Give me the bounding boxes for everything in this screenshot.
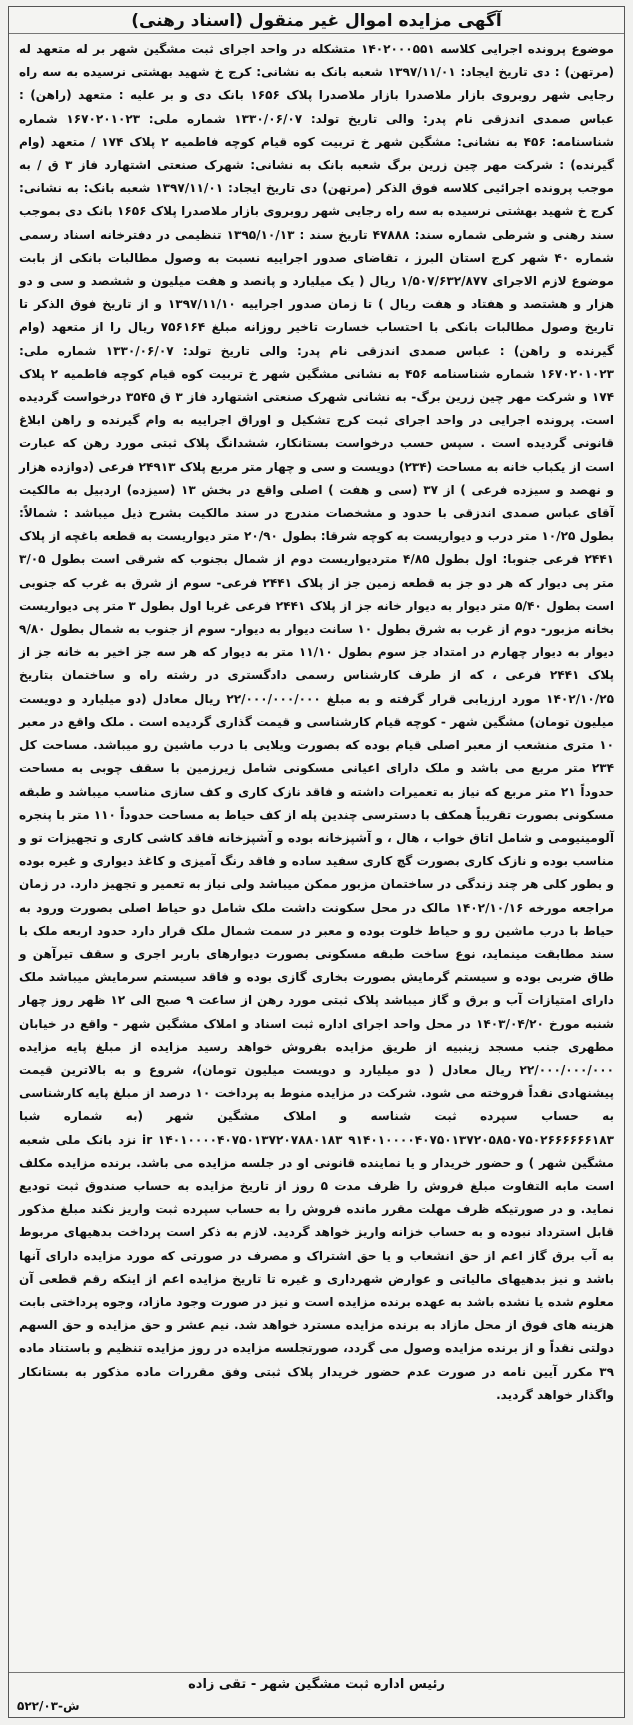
notice-title: آگهی مزایده اموال غیر منقول (اسناد رهنی) <box>9 7 624 34</box>
signature-line: رئیس اداره ثبت مشگین شهر - تقی زاده <box>188 1677 445 1692</box>
notice-footer <box>9 1672 624 1717</box>
notice-body <box>9 34 624 1407</box>
auction-notice <box>8 6 625 1718</box>
notice-paragraph: موضوع پرونده اجرایی کلاسه ۱۴۰۲۰۰۰۵۵۱ متشکله در واحد اجرای ثبت مشگین شهر بر له متعهد له (مرتهن) : دی تاریخ ایجاد: ۱۳۹۷/۱۱/۰۱ شعبه بانک به نشانی: کرج خ شهید بهشتی نرسیده به سه راه رجایی شهر روبروی بازار ملاصدرا بازار ملاصدرا پلاک ۱۶۵۶ بانک دی و بر علیه : متعهد (راهن) : عباس صمدی اندزقی نام پدر: والی تاریخ تولد: ۱۳۳۰/۰۶/۰۷ شماره ملی: ۱۶۷۰۲۰۱۰۲۳ شماره شناسنامه: ۴۵۶ به نشانی: مشگین شهر خ تربیت کوه قیام کوچه فاطمیه ۲ پلاک ۱۷۴ / متعهد (وام گیرنده) : شرکت مهر چین زرین برگ شعبه بانک به نشانی: شهرک صنعتی اشتهارد فاز ۳ ق / به موجب پرونده اجرائیی کلاسه فوق الذکر (مرتهن) دی تاریخ ایجاد: ۱۳۹۷/۱۱/۰۱ شعبه بانک: به نشانی: کرج خ شهید بهشتی نرسیده به سه راه رجایی شهر روبروی بازار ملاصدرا پلاک ۱۶۵۶ بانک دی بموجب سند رهنی و شرطی شماره سند: ۴۷۸۸۸ تاریخ سند : ۱۳۹۵/۱۰/۱۳ تنظیمی در دفترخانه اسناد رسمی شماره ۴۰ شهر کرج استان البرز ، تقاضای صدور اجراییه نسبت به وصول مطالبات بانکی از بابت موضوع لازم الاجرای ۱/۵۰۷/۶۳۲/۸۷۷ ریال ( یک میلیارد و پانصد و هفت میلیون و ششصد و سی و دو هزار و هشتصد و هفتاد و هفت ریال ) تا زمان صدور اجراییه ۱۳۹۷/۱۱/۱۰ و از تاریخ فوق الذکر تا تاریخ وصول مطالبات بانکی با احتساب خسارت تاخیر روزانه مبلغ ۷۵۶۱۶۴ ریال را از متعهد (وام گیرنده و راهن) : عباس صمدی اندزقی نام پدر: والی تاریخ تولد: ۱۳۳۰/۰۶/۰۷ شماره ملی: ۱۶۷۰۲۰۱۰۲۳ شماره شناسنامه ۴۵۶ به نشانی مشگین شهر خ تربیت کوه قیام کوچه فاطمیه ۲ پلاک ۱۷۴ و شرکت مهر چین زرین برگ- به نشانی شهرک صنعتی اشتهارد فاز ۳ ق ۳۵۴۵ درخواست گردیده است. پرونده اجرایی در واحد اجرای ثبت کرج تشکیل و اوراق اجراییه به وام گیرنده و راهن ابلاغ قانونی گردیده است . سپس حسب درخواست بستانکار، ششدانگ پلاک ثبتی مورد رهن که عبارت است از یکباب خانه به مساحت (۲۳۴) دویست و سی و چهار متر مربع پلاک ۲۴۹۱۳ فرعی (دوازده هزار و نهصد و سیزده فرعی ) از ۳۷ (سی و هفت ) اصلی واقع در بخش ۱۳ (سیزده) اردبیل به مالکیت آقای عباس صمدی اندزقی با حدود و مشخصات مندرج در سند مالکیت بشرح ذیل میباشد : شمالاً: بطول ۱۰/۲۵ متر درب و دیواریست به کوچه شرقا: بطول ۲۰/۹۰ متر دیواریست به قطعه باغچه از پلاک ۲۴۴۱ فرعی جنوبا: اول بطول ۴/۸۵ متردیواریست دوم از شمال بجنوب که شرقی است بطول ۳/۰۵ متر پی دیوار که هر دو جز به قطعه زمین جز از پلاک ۲۴۴۱ فرعی- سوم از شرق به غرب که جنوبی است بطول ۵/۴۰ متر دیوار به دیوار خانه جز از پلاک ۲۴۴۱ فرعی غربا اول بطول ۳ متر پی دیواریست بخانه مزبور- دوم از غرب به شرق بطول ۱۰ سانت دیوار به دیوار- سوم از جنوب به شمال بطول ۹/۸۰ دیوار به دیوار چهارم در امتداد جز سوم بطول ۱۱/۱۰ متر به دیوار که هر سه جز اخیر به خانه جز از پلاک ۲۴۴۱ فرعی ، که از طرف کارشناس رسمی دادگستری در رشته راه و ساختمان بتاریخ ۱۴۰۲/۱۰/۲۵ مورد ارزیابی قرار گرفته و به مبلغ ۲۲/۰۰۰/۰۰۰/۰۰۰ ریال معادل (دو میلیارد و دویست میلیون تومان) مشگین شهر - کوچه قیام کارشناسی و قیمت گذاری گردیده است . ملک واقع در معبر ۱۰ متری منشعب از معبر اصلی قیام بوده که بصورت ویلایی با درب ماشین رو میباشد. مساحت کل ۲۳۴ متر مربع می باشد و ملک دارای اعیانی مسکونی شامل زیرزمین با سقف چوبی به مساحت حدوداً ۲۱ متر مربع که نیاز به تعمیرات داشته و فاقد نازک کاری و کف سازی مناسب میباشد و طبقه مسکونی بصورت تقریباً همکف با دسترسی چندین پله از کف حیاط به مساحت حدوداً ۱۱۰ متر با پنجره آلومینیومی و شامل اتاق خواب ، هال ، و آشپزخانه بوده و آشپزخانه فاقد کاشی کاری و تجهیزات تو و مناسب بوده و نازک کاری بصورت گچ کاری سفید ساده و فاقد رنگ آمیزی و کاغذ دیواری و غیره بوده و بطور کلی هر چند زندگی در ساختمان مزبور ممکن میباشد ولی نیاز به تعمیر و تجهیز دارد. در زمان مراجعه مورخه ۱۴۰۲/۱۰/۱۶ مالک در محل سکونت داشت ملک شامل دو حیاط اصلی بصورت ورود به حیاط با درب ماشین رو و حیاط خلوت بوده و معبر در سمت شمال ملک قرار دارد حدود اربعه ملک با سند مطابقت مینماید، نوع ساخت طبقه مسکونی بصورت دیوارهای باربر اجری و سقف تیرآهن و طاق ضربی بوده و سیستم گرمایش بصورت بخاری گازی بوده و فاقد سیستم سرمایش میباشد ملک دارای امتیازات آب و برق و گاز میباشد پلاک ثبتی مورد رهن از ساعت ۹ صبح الی ۱۲ ظهر روز چهار شنبه مورخ ۱۴۰۳/۰۴/۲۰ در محل واحد اجرای اداره ثبت اسناد و املاک مشگین شهر - واقع در خیابان مطهری جنب مسجد زینبیه از طریق مزایده بفروش خواهد رسید مزایده از مبلغ پایه مزایده ۲۲/۰۰۰/۰۰۰/۰۰۰ ریال معادل ( دو میلیارد و دویست میلیون تومان)، شروع و به بالاترین قیمت پیشنهادی نقداً فروخته می شود. شرکت در مزایده منوط به پرداخت ۱۰ درصد از مبلغ پایه کارشناسی به حساب سپرده ثبت شناسه و املاک مشگین شهر (به شماره شبا ۹۱۴۰۱۰۰۰۰۴۰۷۵۰۱۳۷۲۰۵۸۵۰۷۵۰۲۶۶۶۶۶۶۱۸۳ ir ۱۴۰۱۰۰۰۰۴۰۷۵۰۱۳۷۲۰۷۸۸۰۱۸۳ نزد بانک ملی شعبه مشگین شهر ) و حضور خریدار و یا نماینده قانونی او در جلسه مزایده می باشد. برنده مزایده مکلف است مابه التفاوت مبلغ فروش را ظرف مدت ۵ روز از تاریخ مزایده به حساب صندوق ثبت تودیع نماید. و در صورتیکه ظرف مهلت مقرر مانده فروش را به حساب سپرده ثبت واریز نکند مبلغ مذکور قابل استرداد نبوده و به حساب خزانه واریز خواهد گردید. لازم به ذکر است پرداخت بدهیهای مربوط به آب برق گاز اعم از حق انشعاب و یا حق اشتراک و مصرف در صورتی که مورد مزایده دارای آنها باشد و نیز بدهیهای مالیاتی و عوارض شهرداری و غیره تا تاریخ مزایده اعم از اینکه رقم قطعی آن معلوم شده یا نشده باشد به عهده برنده مزایده است و نیز در صورت وجود مازاد، وجوه پرداختی بابت هزینه های فوق از محل مازاد به برنده مزایده مسترد خواهد شد. نیم عشر و حق مزایده و حق السهم دولتی نقداً و از برنده مزایده وصول می گردد، صورتجلسه مزایده در روز مزایده تنظیم و باستناد ماده ۳۹ مکرر آیین نامه در صورت عدم حضور خریدار پلاک ثبتی وفق مقررات ماده مذکور به بستانکار واگذار خواهد گردید. <box>19 42 615 1402</box>
notice-code: ۵۲۲/۰۳-ش <box>17 1699 80 1713</box>
